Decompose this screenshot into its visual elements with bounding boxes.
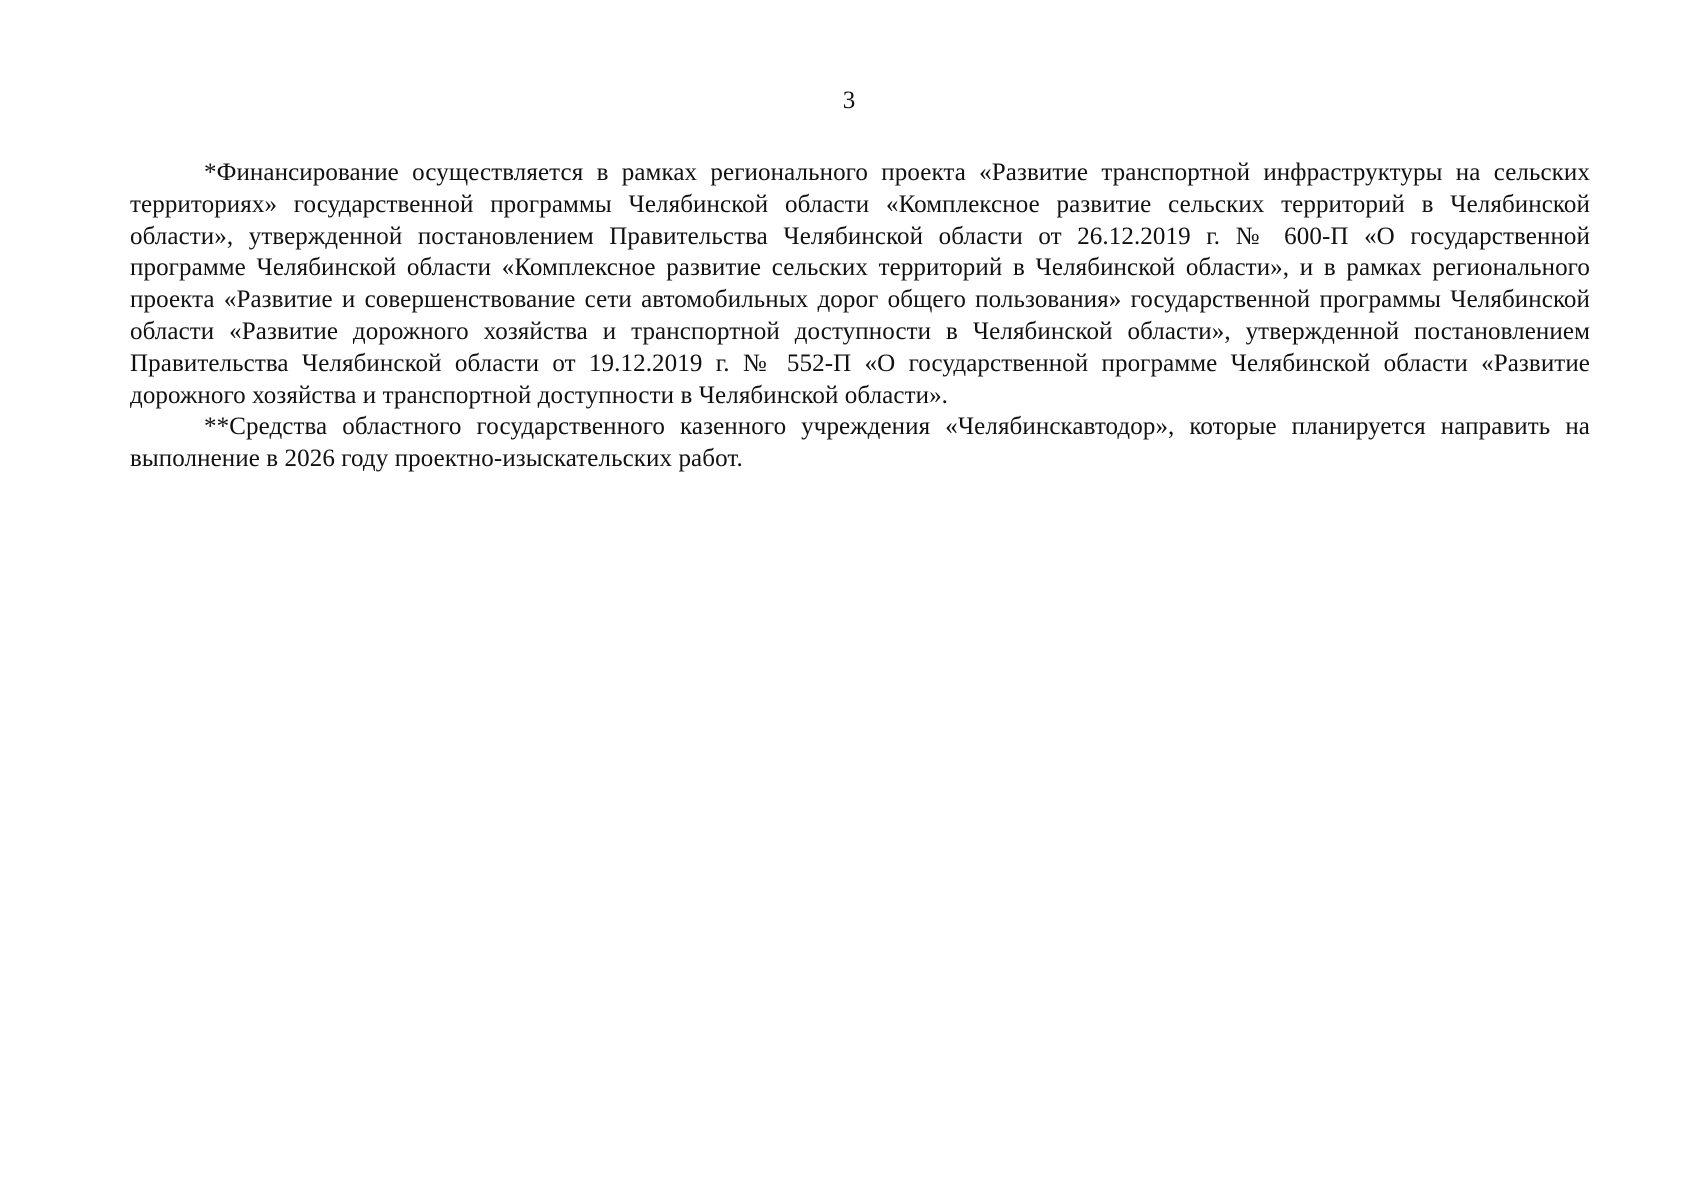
footnote-chelyabinskavtodor-funds: **Средства областного государственного казенного учреждения «Челябинскавтодор», которые планируется направить на выполнение в 2026 году проектно-изыскательских работ. [130,413,1590,473]
footnote-financing: *Финансирование осуществляется в рамках регионального проекта «Развитие транспортной инфраструктуры на сельских территориях» государственной программы Челябинской области «Комплексное развитие сельских территорий в Челябинской области», утвержденной постановлением Правительства Челябинской области от 26.12.2019 г. № 600-П «О государственной программе Челябинской области «Комплексное развитие сельских территорий в Челябинской области», и в рамках регионального проекта «Развитие и совершенствование сети автомобильных дорог общего пользования» государственной программы Челябинской области «Развитие дорожного хозяйства и транспортной доступности в Челябинской области», утвержденной постановлением Правительства Челябинской области от 19.12.2019 г. № 552-П «О государственной программе Челябинской области «Развитие дорожного хозяйства и транспортной доступности в Челябинской области». [130,159,1590,409]
page-number: 3 [842,87,856,114]
footnotes [130,157,1590,475]
